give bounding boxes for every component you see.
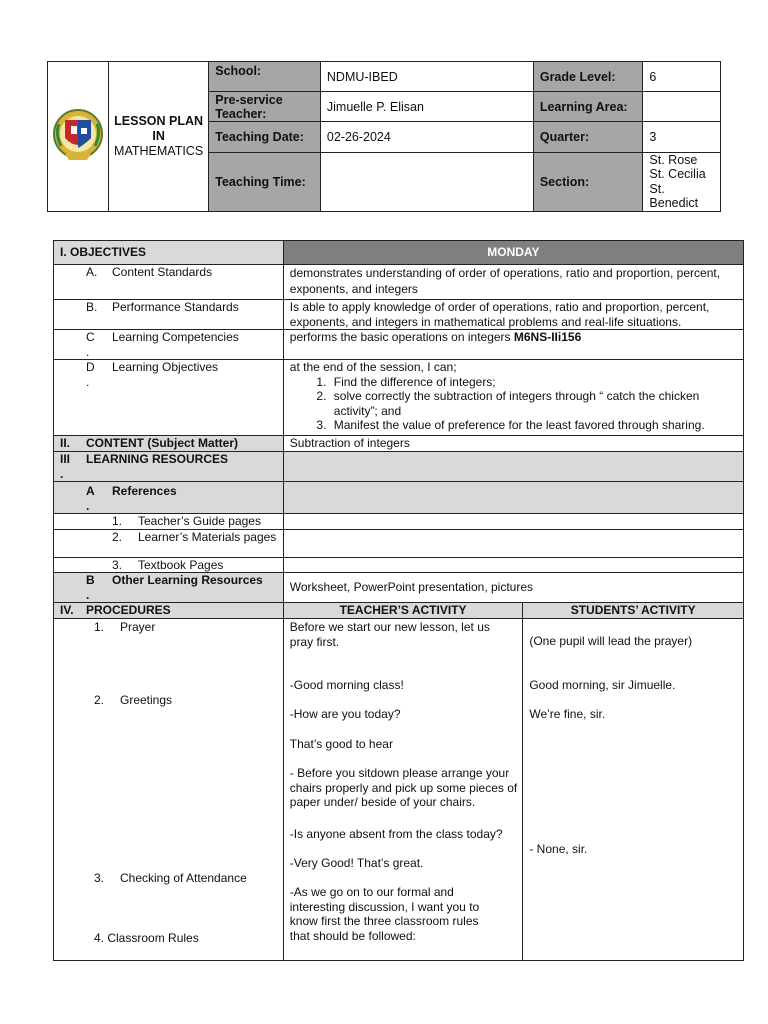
student-line: We’re fine, sir. [529,707,606,721]
school-label: School: [209,62,321,92]
procedure-steps [54,619,284,961]
teaching-date-value: 02-26-2024 [320,122,533,152]
learning-resources-value [283,452,743,482]
teacher-line: - Before you sitdown please arrange your chairs properly and pick up some pieces of paper under/ beside of your chairs. [289,766,518,809]
references-value [283,482,743,514]
textbook-pages-value [283,557,743,573]
performance-standards-text: Is able to apply knowledge of order of operations, ratio and proportion, percent, exponents, and integers in mathematical problems and real-life situations. [283,300,743,330]
learning-competencies-text: performs the basic operations on integers M6NS-IIi156 [283,330,743,360]
teaching-time-value [320,152,533,211]
content-standards-label: A. Content Standards [54,265,284,300]
learning-resources-heading: III LEARNING RESOURCES . [54,452,284,482]
teaching-date-label: Teaching Date: [209,122,321,152]
teacher-line: -How are you today? [289,707,401,721]
teacher-line: That’s good to hear [289,737,393,751]
lesson-table [53,240,744,961]
step-prayer: 1. Prayer [94,620,156,634]
objectives-heading: I. OBJECTIVES [54,241,284,265]
teachers-activity-cell [283,619,523,961]
school-logo [48,62,109,212]
teacher-line: Before we start our new lesson, let us pray first. [289,620,490,649]
teacher-line: -Good morning class! [289,678,404,692]
learning-objectives-text: at the end of the session, I can; 1. Find the difference of integers; 2. solve correctly the subtraction of integers through “ catch the chicken activity”; and 3. Manifest the value of preference for the least favored through sharing. [283,360,743,436]
learning-competencies-label: C Learning Competencies . [54,330,284,360]
textbook-pages-label: 3. Textbook Pages [54,557,284,573]
teacher-line: -Very Good! That’s great. [289,856,424,870]
teacher-line: -As we go on to our formal and interesting discussion, I want you to know first the three classroom rules that should be followed: [289,885,480,943]
references-heading: A References . [54,482,284,514]
learning-objectives-label: D Learning Objectives . [54,360,284,436]
content-heading: II. CONTENT (Subject Matter) [54,436,284,452]
student-line: (One pupil will lead the prayer) [529,634,693,648]
section-label: Section: [533,152,643,211]
performance-standards-label: B. Performance Standards [54,300,284,330]
learning-area-value [643,92,721,122]
list-item: 3. Manifest the value of preference for the least favored through sharing. [330,418,737,433]
other-resources-heading: B Other Learning Resources . [54,573,284,603]
school-seal-icon [51,94,105,176]
procedures-heading: IV. PROCEDURES [54,603,284,619]
section-values: St. Rose St. Cecilia St. Benedict [643,152,721,211]
student-line: Good morning, sir Jimuelle. [529,678,676,692]
objectives-list [290,375,737,433]
quarter-label: Quarter: [533,122,643,152]
day-heading: MONDAY [283,241,743,265]
step-classroom-rules: 4. Classroom Rules [94,931,199,945]
step-greetings: 2. Greetings [94,693,173,707]
teacher-label: Pre-service Teacher: [209,92,321,122]
content-value: Subtraction of integers [283,436,743,452]
quarter-value: 3 [643,122,721,152]
other-resources-value: Worksheet, PowerPoint presentation, pictures [283,573,743,603]
content-standards-text: demonstrates understanding of order of operations, ratio and proportion, percent, exponents, and integers [283,265,743,300]
learners-materials-value [283,529,743,557]
grade-level-value: 6 [643,62,721,92]
lesson-plan-title: LESSON PLAN IN MATHEMATICS [108,62,208,212]
students-activity-heading: STUDENTS’ ACTIVITY [523,603,744,619]
teacher-line: -Is anyone absent from the class today? [289,827,503,841]
list-item: 2. solve correctly the subtraction of integers through “ catch the chicken activity”; and [330,389,737,418]
school-value: NDMU-IBED [320,62,533,92]
grade-level-label: Grade Level: [533,62,643,92]
teachers-guide-label: 1. Teacher’s Guide pages [54,514,284,530]
header-table [47,61,721,212]
learners-materials-label: 2. Learner’s Materials pages [54,529,284,557]
teachers-activity-heading: TEACHER’S ACTIVITY [283,603,523,619]
list-item: 1. Find the difference of integers; [330,375,737,390]
teacher-value: Jimuelle P. Elisan [320,92,533,122]
student-line: - None, sir. [529,842,588,856]
students-activity-cell [523,619,744,961]
learning-area-label: Learning Area: [533,92,643,122]
teaching-time-label: Teaching Time: [209,152,321,211]
teachers-guide-value [283,514,743,530]
step-attendance: 3. Checking of Attendance [94,871,247,885]
